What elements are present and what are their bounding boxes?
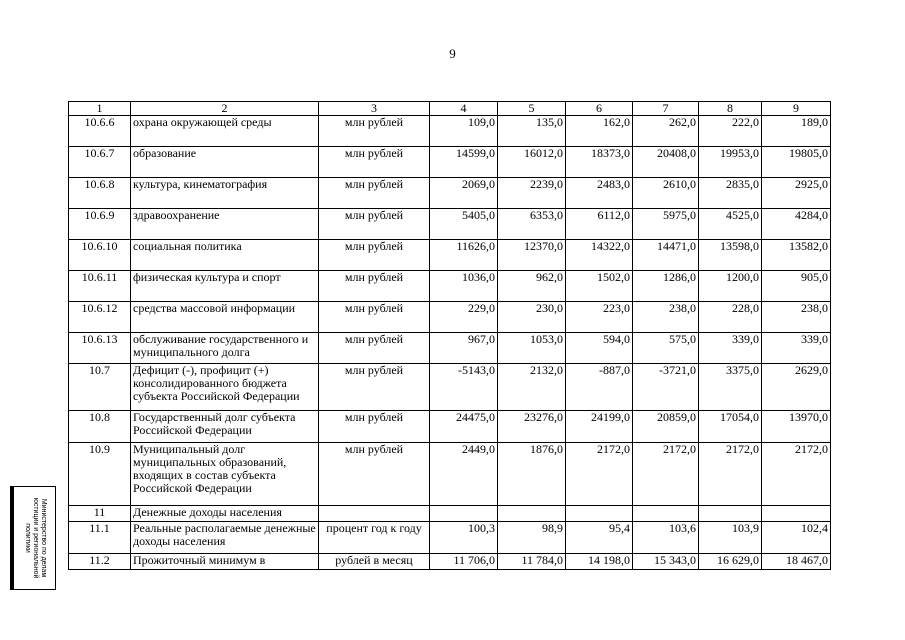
row-name-cell: средства массовой информации bbox=[131, 302, 319, 333]
column-header: 7 bbox=[633, 102, 699, 116]
row-value-cell: 222,0 bbox=[699, 116, 762, 147]
row-code-cell: 10.6.6 bbox=[69, 116, 131, 147]
row-value-cell: 14 198,0 bbox=[566, 554, 633, 570]
row-name-cell: здравоохранение bbox=[131, 209, 319, 240]
row-name-cell: Дефицит (-), профицит (+) консолидированного бюджета субъекта Российской Федерации bbox=[131, 364, 319, 411]
row-unit-cell: процент год к году bbox=[319, 522, 430, 554]
table-row bbox=[69, 443, 831, 506]
row-value-cell: 339,0 bbox=[762, 333, 831, 364]
table-row bbox=[69, 116, 831, 147]
row-unit-cell: млн рублей bbox=[319, 411, 430, 443]
table-row bbox=[69, 240, 831, 271]
row-value-cell: 11 784,0 bbox=[498, 554, 566, 570]
row-name-cell: Муниципальный долг муниципальных образований, входящих в состав субъекта Российской Федерации bbox=[131, 443, 319, 506]
row-value-cell: 2132,0 bbox=[498, 364, 566, 411]
row-value-cell: 14322,0 bbox=[566, 240, 633, 271]
row-name-cell: обслуживание государственного и муниципального долга bbox=[131, 333, 319, 364]
column-header: 5 bbox=[498, 102, 566, 116]
registration-stamp bbox=[10, 486, 56, 590]
row-value-cell: 1876,0 bbox=[498, 443, 566, 506]
row-value-cell: 339,0 bbox=[699, 333, 762, 364]
row-value-cell: 19805,0 bbox=[762, 147, 831, 178]
row-value-cell: 6353,0 bbox=[498, 209, 566, 240]
table-row bbox=[69, 554, 831, 570]
row-value-cell: 24475,0 bbox=[430, 411, 498, 443]
row-name-cell: образование bbox=[131, 147, 319, 178]
row-value-cell: 1036,0 bbox=[430, 271, 498, 302]
row-value-cell: 3375,0 bbox=[699, 364, 762, 411]
table-row bbox=[69, 147, 831, 178]
row-value-cell: 23276,0 bbox=[498, 411, 566, 443]
row-value-cell: -3721,0 bbox=[633, 364, 699, 411]
row-value-cell: 20859,0 bbox=[633, 411, 699, 443]
row-value-cell: 19953,0 bbox=[699, 147, 762, 178]
row-value-cell: 575,0 bbox=[633, 333, 699, 364]
row-code-cell: 10.6.11 bbox=[69, 271, 131, 302]
row-value-cell: 11 706,0 bbox=[430, 554, 498, 570]
row-name-cell: Прожиточный минимум в bbox=[131, 554, 319, 570]
row-unit-cell: млн рублей bbox=[319, 240, 430, 271]
row-name-cell: Государственный долг субъекта Российской Федерации bbox=[131, 411, 319, 443]
row-value-cell: 2610,0 bbox=[633, 178, 699, 209]
row-value-cell bbox=[498, 506, 566, 522]
table-row bbox=[69, 333, 831, 364]
row-code-cell: 10.6.13 bbox=[69, 333, 131, 364]
column-header: 3 bbox=[319, 102, 430, 116]
row-value-cell: 5975,0 bbox=[633, 209, 699, 240]
table-row bbox=[69, 302, 831, 333]
row-value-cell: 4284,0 bbox=[762, 209, 831, 240]
row-value-cell: 15 343,0 bbox=[633, 554, 699, 570]
row-value-cell: 594,0 bbox=[566, 333, 633, 364]
row-value-cell: 2925,0 bbox=[762, 178, 831, 209]
row-code-cell: 10.6.8 bbox=[69, 178, 131, 209]
row-value-cell: 1053,0 bbox=[498, 333, 566, 364]
row-code-cell: 10.9 bbox=[69, 443, 131, 506]
row-value-cell: 16 629,0 bbox=[699, 554, 762, 570]
row-value-cell: 14471,0 bbox=[633, 240, 699, 271]
column-header: 2 bbox=[131, 102, 319, 116]
row-value-cell: 1200,0 bbox=[699, 271, 762, 302]
row-value-cell: 2172,0 bbox=[633, 443, 699, 506]
row-value-cell: 2449,0 bbox=[430, 443, 498, 506]
row-code-cell: 11.1 bbox=[69, 522, 131, 554]
row-code-cell: 10.6.12 bbox=[69, 302, 131, 333]
row-code-cell: 11.2 bbox=[69, 554, 131, 570]
row-value-cell: 135,0 bbox=[498, 116, 566, 147]
row-value-cell: 6112,0 bbox=[566, 209, 633, 240]
row-value-cell: 229,0 bbox=[430, 302, 498, 333]
row-unit-cell: млн рублей bbox=[319, 178, 430, 209]
row-value-cell: 2483,0 bbox=[566, 178, 633, 209]
row-value-cell: 16012,0 bbox=[498, 147, 566, 178]
row-unit-cell: млн рублей bbox=[319, 116, 430, 147]
table-row bbox=[69, 178, 831, 209]
row-value-cell: 20408,0 bbox=[633, 147, 699, 178]
row-value-cell: 13970,0 bbox=[762, 411, 831, 443]
column-header: 4 bbox=[430, 102, 498, 116]
row-unit-cell: млн рублей bbox=[319, 209, 430, 240]
table-header-row bbox=[69, 102, 831, 116]
row-value-cell: 967,0 bbox=[430, 333, 498, 364]
row-value-cell: 102,4 bbox=[762, 522, 831, 554]
row-name-cell: культура, кинематография bbox=[131, 178, 319, 209]
row-code-cell: 10.8 bbox=[69, 411, 131, 443]
table-row bbox=[69, 411, 831, 443]
stamp-text: Министерство по делам юстиции и региональной политики bbox=[23, 497, 47, 579]
row-name-cell: Денежные доходы населения bbox=[131, 506, 319, 522]
row-unit-cell: млн рублей bbox=[319, 271, 430, 302]
row-value-cell: 162,0 bbox=[566, 116, 633, 147]
row-value-cell: 2239,0 bbox=[498, 178, 566, 209]
row-value-cell: 262,0 bbox=[633, 116, 699, 147]
row-value-cell: 98,9 bbox=[498, 522, 566, 554]
row-value-cell: 238,0 bbox=[762, 302, 831, 333]
row-value-cell: 13598,0 bbox=[699, 240, 762, 271]
row-value-cell bbox=[566, 506, 633, 522]
row-value-cell: 95,4 bbox=[566, 522, 633, 554]
row-value-cell: 1502,0 bbox=[566, 271, 633, 302]
row-code-cell: 10.6.9 bbox=[69, 209, 131, 240]
column-header: 8 bbox=[699, 102, 762, 116]
table-row bbox=[69, 271, 831, 302]
row-code-cell: 10.6.7 bbox=[69, 147, 131, 178]
row-value-cell: 109,0 bbox=[430, 116, 498, 147]
row-value-cell: 5405,0 bbox=[430, 209, 498, 240]
row-unit-cell: млн рублей bbox=[319, 364, 430, 411]
row-value-cell bbox=[430, 506, 498, 522]
row-code-cell: 10.7 bbox=[69, 364, 131, 411]
row-value-cell: 4525,0 bbox=[699, 209, 762, 240]
row-value-cell: 905,0 bbox=[762, 271, 831, 302]
row-value-cell: 2629,0 bbox=[762, 364, 831, 411]
row-value-cell: 103,6 bbox=[633, 522, 699, 554]
row-value-cell: 228,0 bbox=[699, 302, 762, 333]
row-value-cell bbox=[633, 506, 699, 522]
row-value-cell: 100,3 bbox=[430, 522, 498, 554]
row-value-cell: 2172,0 bbox=[762, 443, 831, 506]
row-unit-cell: рублей в месяц bbox=[319, 554, 430, 570]
row-value-cell: 962,0 bbox=[498, 271, 566, 302]
row-value-cell: 2069,0 bbox=[430, 178, 498, 209]
table-row bbox=[69, 364, 831, 411]
row-value-cell: 2172,0 bbox=[566, 443, 633, 506]
table-row bbox=[69, 506, 831, 522]
row-code-cell: 10.6.10 bbox=[69, 240, 131, 271]
row-value-cell: 223,0 bbox=[566, 302, 633, 333]
row-value-cell: 17054,0 bbox=[699, 411, 762, 443]
row-value-cell: 18373,0 bbox=[566, 147, 633, 178]
row-value-cell: 103,9 bbox=[699, 522, 762, 554]
row-name-cell: физическая культура и спорт bbox=[131, 271, 319, 302]
table-row bbox=[69, 209, 831, 240]
row-value-cell: -5143,0 bbox=[430, 364, 498, 411]
row-value-cell: -887,0 bbox=[566, 364, 633, 411]
row-value-cell: 18 467,0 bbox=[762, 554, 831, 570]
row-unit-cell: млн рублей bbox=[319, 147, 430, 178]
row-unit-cell: млн рублей bbox=[319, 443, 430, 506]
row-value-cell: 24199,0 bbox=[566, 411, 633, 443]
row-value-cell: 13582,0 bbox=[762, 240, 831, 271]
column-header: 9 bbox=[762, 102, 831, 116]
row-code-cell: 11 bbox=[69, 506, 131, 522]
row-value-cell bbox=[762, 506, 831, 522]
column-header: 1 bbox=[69, 102, 131, 116]
row-unit-cell: млн рублей bbox=[319, 302, 430, 333]
row-unit-cell bbox=[319, 506, 430, 522]
row-value-cell: 2835,0 bbox=[699, 178, 762, 209]
row-unit-cell: млн рублей bbox=[319, 333, 430, 364]
page-number: 9 bbox=[449, 46, 456, 61]
column-header: 6 bbox=[566, 102, 633, 116]
table-row bbox=[69, 522, 831, 554]
row-value-cell: 230,0 bbox=[498, 302, 566, 333]
row-name-cell: охрана окружающей среды bbox=[131, 116, 319, 147]
row-value-cell: 1286,0 bbox=[633, 271, 699, 302]
row-value-cell: 12370,0 bbox=[498, 240, 566, 271]
row-value-cell: 2172,0 bbox=[699, 443, 762, 506]
row-value-cell: 189,0 bbox=[762, 116, 831, 147]
row-name-cell: социальная политика bbox=[131, 240, 319, 271]
row-value-cell: 11626,0 bbox=[430, 240, 498, 271]
data-table bbox=[68, 101, 831, 570]
row-value-cell: 238,0 bbox=[633, 302, 699, 333]
row-value-cell bbox=[699, 506, 762, 522]
row-name-cell: Реальные располагаемые денежные доходы населения bbox=[131, 522, 319, 554]
row-value-cell: 14599,0 bbox=[430, 147, 498, 178]
